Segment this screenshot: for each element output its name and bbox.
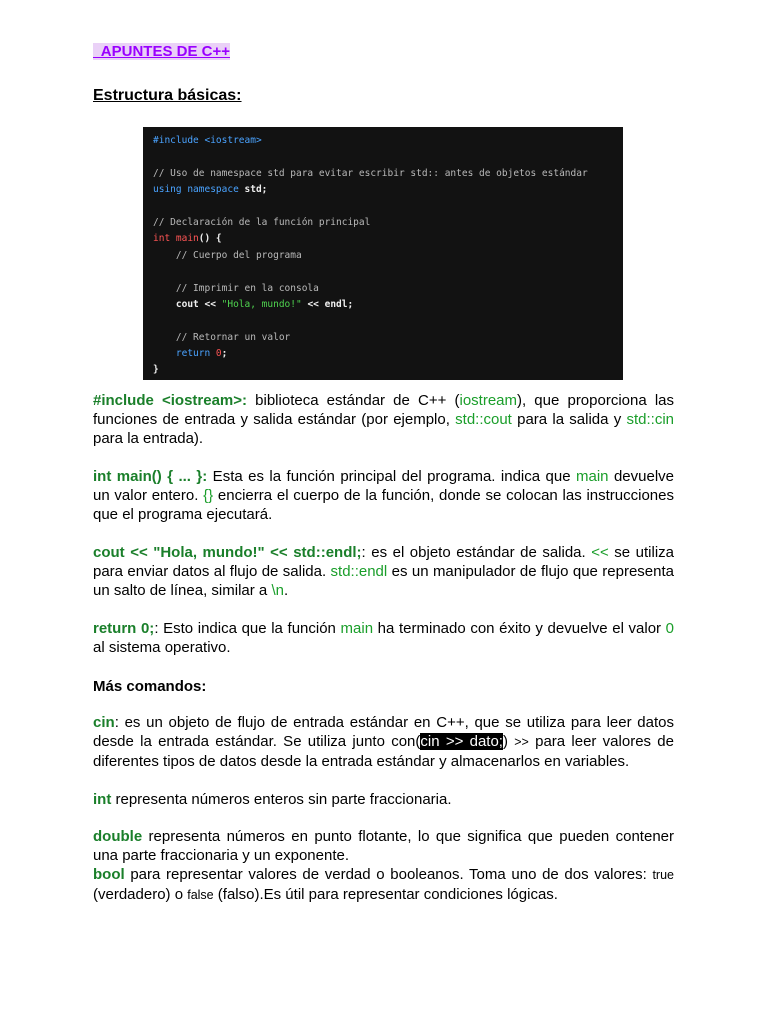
- text: : es el objeto estándar de salida.: [361, 544, 592, 561]
- term-include: #include <iostream>:: [93, 392, 248, 409]
- text: : es un objeto de flujo de entrada estándar en C++, que se utiliza para leer datos desde la entrada estándar. Se utiliza junto con(: [93, 714, 674, 751]
- text: al sistema operativo.: [93, 639, 231, 657]
- term-main: int main() { ... }:: [93, 468, 208, 485]
- code-token: ;: [221, 348, 228, 360]
- code-token: // Uso de namespace std para evitar escribir std:: antes de objetos estándar: [153, 167, 588, 179]
- code-token: << endl;: [301, 298, 354, 310]
- text: para representar valores de verdad o booleanos. Toma uno de dos valores:: [124, 866, 653, 883]
- code-line: [153, 149, 623, 165]
- inline-code: main: [340, 620, 374, 637]
- text: encierra el cuerpo de la función, donde se colocan las instrucciones que el programa ejecutará.: [93, 487, 674, 524]
- term-cout: cout << "Hola, mundo!" << std::endl;: [93, 544, 362, 561]
- term-return: return 0;: [93, 620, 155, 637]
- text: representa números enteros sin parte fraccionaria.: [111, 791, 452, 808]
- code-line: [153, 248, 623, 264]
- code-token: () {: [198, 233, 222, 245]
- inline-code: false: [187, 888, 214, 903]
- text: (falso).Es útil para representar condiciones lógicas.: [213, 886, 558, 904]
- text: para la salida y: [511, 411, 627, 429]
- code-line: [153, 264, 623, 280]
- code-line: [153, 133, 623, 149]
- inline-code: <<: [591, 544, 609, 561]
- inline-code: std::endl: [330, 563, 388, 581]
- code-token: // Declaración de la función principal: [153, 216, 371, 228]
- code-line: [153, 215, 623, 231]
- code-token: "Hola, mundo!": [221, 298, 302, 310]
- text: ), que proporciona las funciones de entrada y salida estándar (por ejemplo,: [93, 392, 674, 429]
- code-line: [153, 313, 623, 329]
- term-cin: cin: [93, 714, 115, 731]
- inline-code: 0: [665, 620, 675, 637]
- code-token: 0: [215, 348, 222, 360]
- text: ha terminado con éxito y devuelve el valor: [373, 620, 666, 637]
- paragraph-include: [93, 391, 674, 449]
- text: para leer valores de diferentes tipos de datos desde la entrada estándar y almacenarlos en variables.: [93, 733, 674, 771]
- inline-code: iostream: [459, 392, 518, 409]
- text: se utiliza para enviar datos al flujo de salida.: [93, 544, 674, 581]
- code-token: // Retornar un valor: [153, 331, 291, 343]
- text: ): [502, 733, 515, 751]
- text: para la entrada).: [93, 430, 204, 448]
- paragraph-int: [93, 790, 674, 809]
- term-double: double: [93, 828, 143, 845]
- section-heading-estructura: Estructura básicas:: [93, 87, 242, 104]
- code-line: [153, 297, 623, 313]
- code-line: [153, 281, 623, 297]
- code-line: [153, 166, 623, 182]
- term-int: int: [93, 791, 112, 808]
- code-token: return: [153, 348, 216, 360]
- inline-code: >>: [514, 735, 529, 750]
- paragraph-return: [93, 619, 674, 657]
- code-token: using namespace: [153, 184, 245, 196]
- code-line: [153, 231, 623, 247]
- inline-code: \n: [271, 582, 284, 600]
- text: representa números en punto flotante, lo que significa que pueden contener una parte fraccionaria y un exponente.: [93, 828, 674, 865]
- text: biblioteca estándar de C++ (: [247, 392, 460, 409]
- text: es un manipulador de flujo que representa un salto de línea, similar a: [93, 563, 674, 600]
- text: .: [283, 582, 289, 600]
- code-token: int main: [153, 233, 199, 245]
- inline-code: true: [652, 868, 674, 882]
- paragraph-main: [93, 467, 674, 525]
- code-token: std;: [244, 184, 268, 196]
- paragraph-cout: [93, 543, 674, 601]
- code-token: cout <<: [153, 298, 222, 310]
- code-line: [153, 346, 623, 362]
- code-line: [153, 182, 623, 198]
- code-token: #include <iostream>: [153, 135, 262, 146]
- paragraph-cin: [93, 713, 674, 772]
- code-token: // Imprimir en la consola: [153, 282, 319, 294]
- code-block: [143, 127, 623, 380]
- inline-code: std::cin: [626, 411, 674, 429]
- code-token: }: [153, 364, 159, 376]
- paragraph-bool: [93, 865, 674, 905]
- text: Esta es la función principal del programa. indica que: [207, 468, 576, 485]
- term-bool: bool: [93, 866, 125, 883]
- inline-code: {}: [203, 487, 214, 505]
- highlighted-code: cin >> dato;: [420, 733, 503, 751]
- page-title: APUNTES DE C++: [93, 43, 230, 60]
- code-token: // Cuerpo del programa: [153, 249, 302, 261]
- text: : Esto indica que la función: [154, 620, 341, 637]
- section-heading-mas-comandos: Más comandos:: [93, 678, 207, 695]
- code-line: [153, 199, 623, 215]
- paragraph-double: [93, 827, 674, 865]
- text: (verdadero) o: [93, 886, 188, 904]
- inline-code: std::cout: [455, 411, 512, 429]
- code-line: [153, 362, 623, 378]
- text: devuelve un valor entero.: [93, 468, 674, 505]
- inline-code: main: [576, 468, 609, 485]
- code-line: [153, 330, 623, 346]
